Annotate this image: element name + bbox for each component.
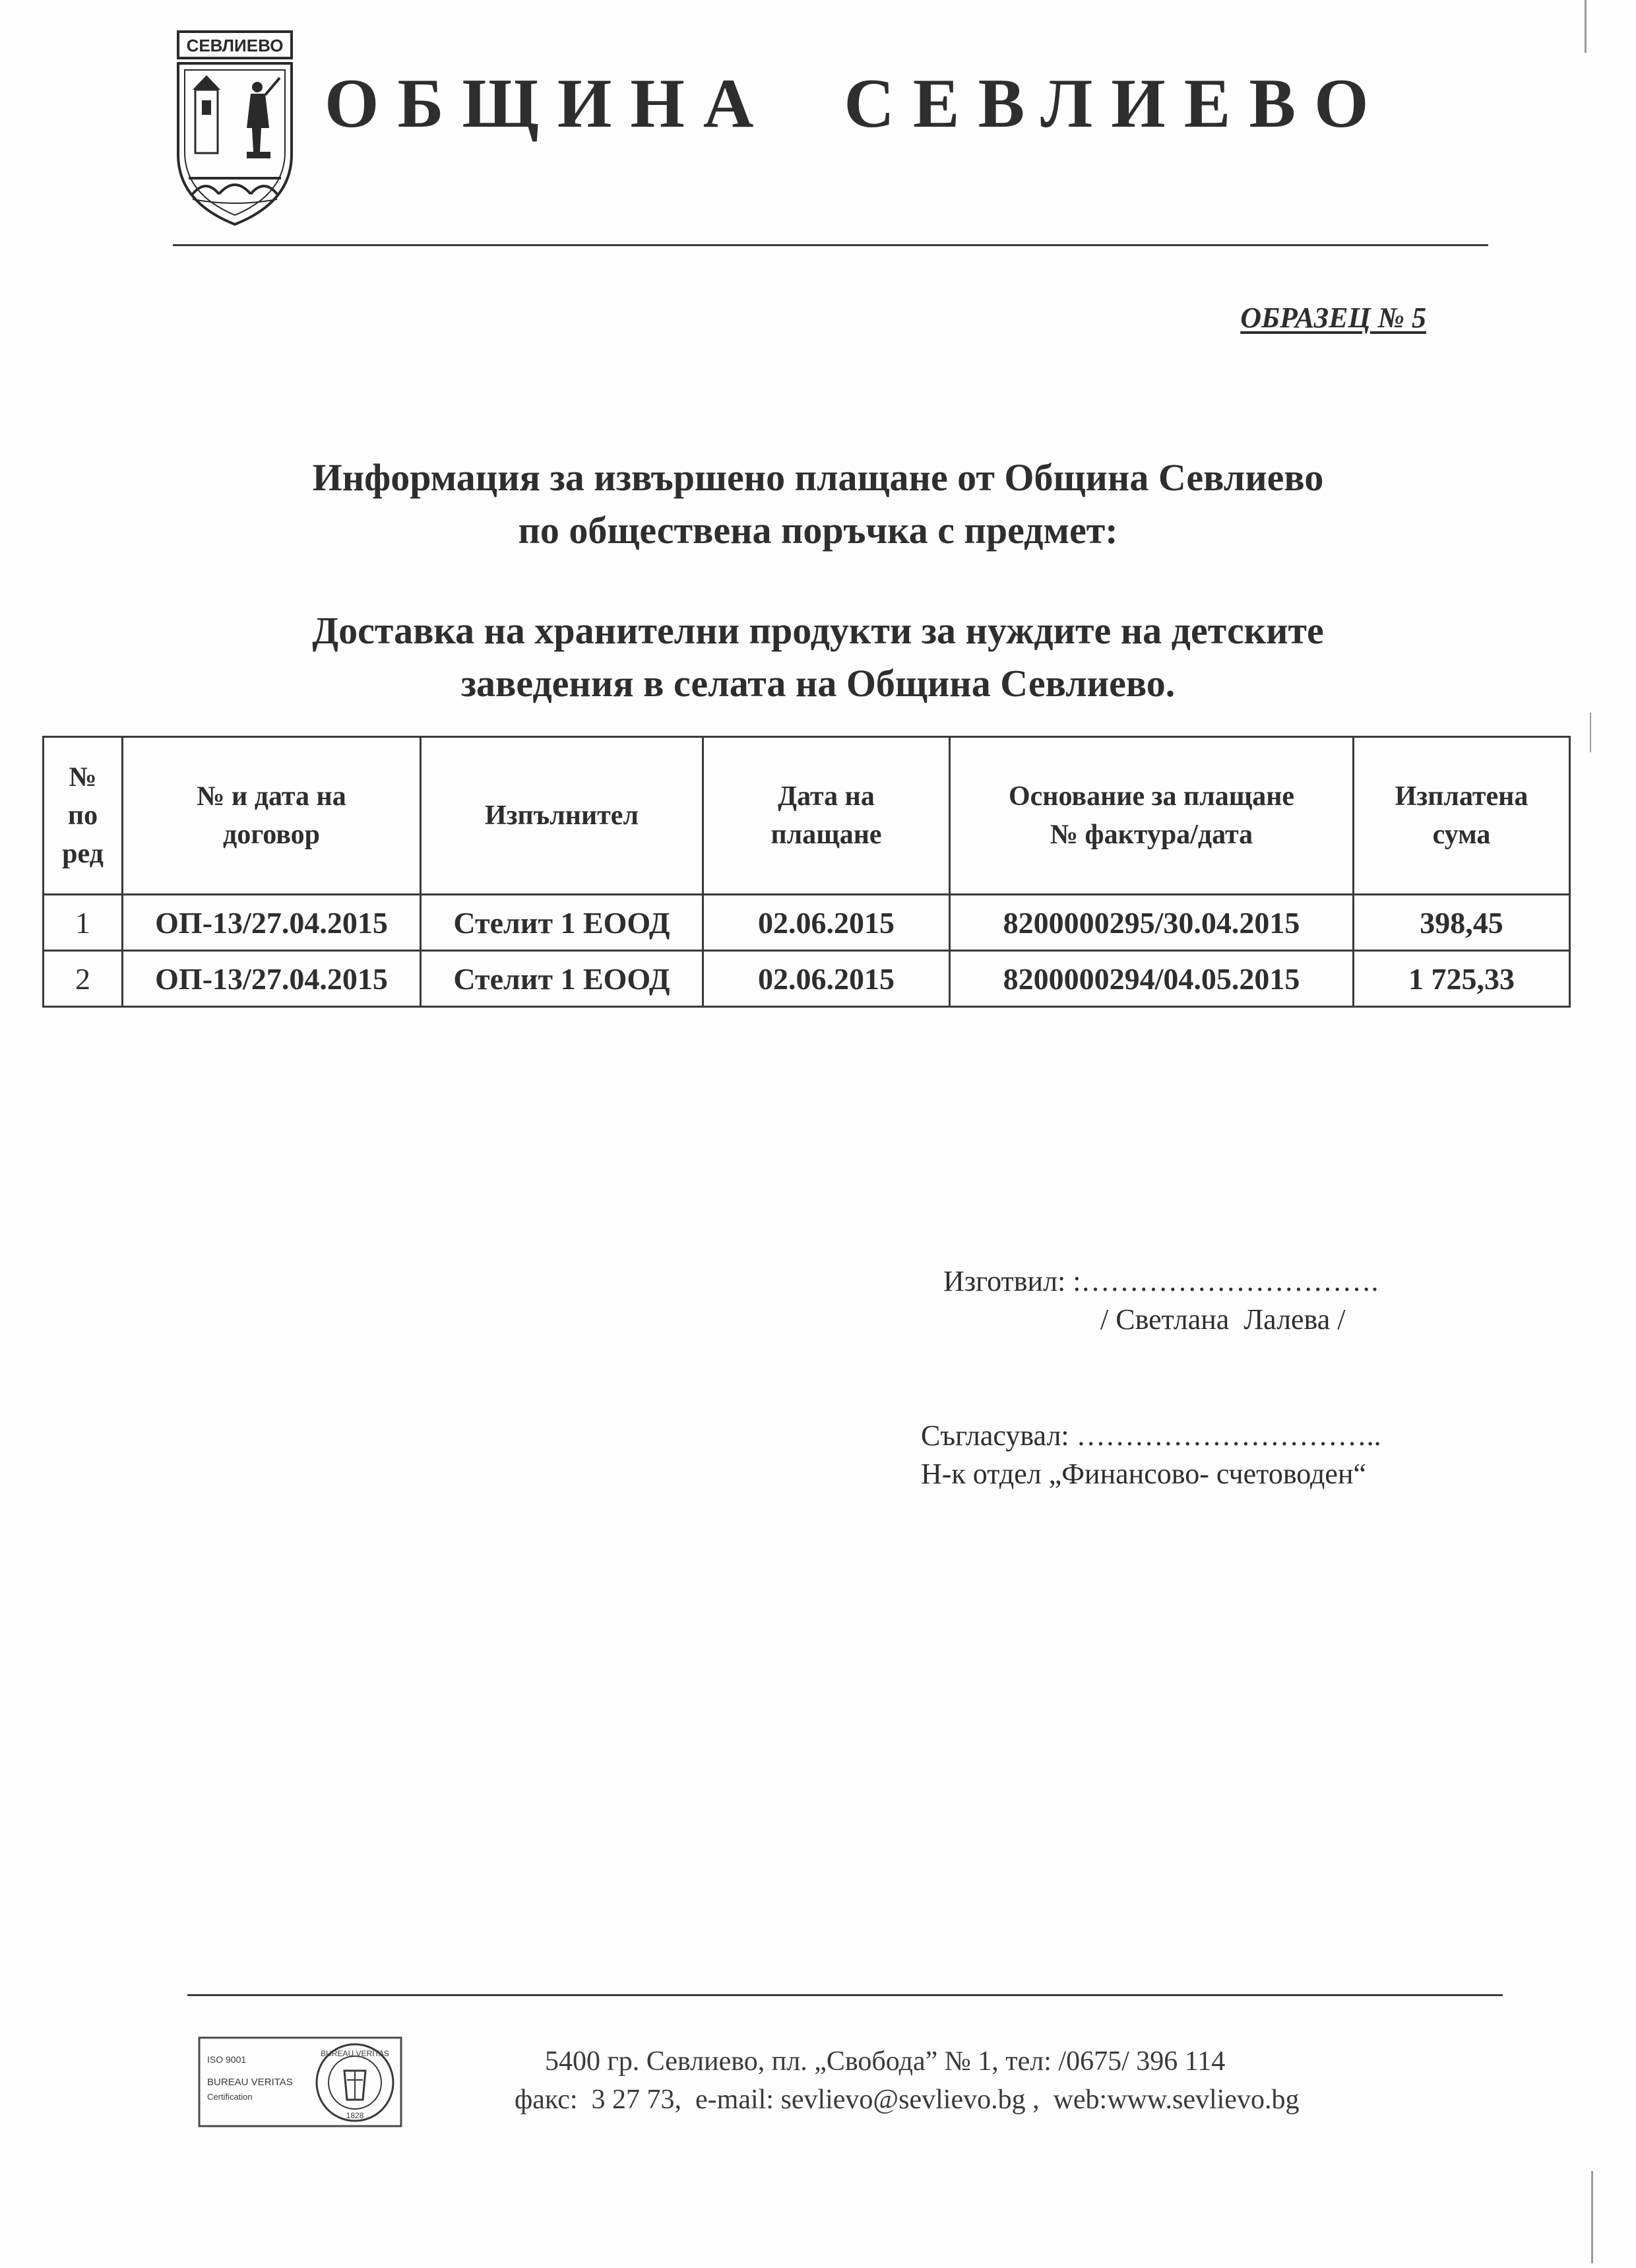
heading-line-1: Информация за извършено плащане от Община Севлиево — [312, 456, 1324, 499]
footer-divider — [187, 1994, 1503, 1996]
header-payment-basis: Основание за плащане № фактура/дата — [950, 737, 1354, 895]
subject-line-2: заведения в селата на Община Севлиево. — [460, 662, 1176, 705]
table-header-row — [44, 737, 1570, 895]
row-payment-basis: 8200000294/04.05.2015 — [950, 951, 1354, 1007]
iso-cert-text: Certification — [207, 2092, 253, 2102]
coat-of-arms-logo — [173, 29, 297, 227]
header-payment-date: Дата на плащане — [703, 737, 950, 895]
footer-contacts: факс: 3 27 73, e-mail: sevlievo@sevlievo.bg , web:www.sevlievo.bg — [515, 2085, 1300, 2115]
scan-edge-mark — [1590, 713, 1591, 752]
row-payment-basis: 8200000295/30.04.2015 — [950, 895, 1354, 951]
row-number: 1 — [44, 895, 123, 951]
prepared-by-label: Изготвил: :…………………………. — [943, 1265, 1379, 1297]
header-number: № по ред — [44, 737, 123, 895]
payments-table — [42, 736, 1571, 1008]
iso-certification-logo — [198, 2036, 402, 2127]
approved-by-position: Н-к отдел „Финансово- счетоводен“ — [921, 1458, 1367, 1490]
heading-line-2: по обществена поръчка с предмет: — [518, 509, 1118, 552]
iso-bv-text: BUREAU VERITAS — [207, 2077, 293, 2088]
row-contract: ОП-13/27.04.2015 — [123, 895, 421, 951]
prepared-by-name: / Светлана Лалева / — [1100, 1303, 1346, 1336]
row-contractor: Стелит 1 ЕООД — [421, 895, 703, 951]
approved-by-label: Съгласувал: ………………………….. — [921, 1419, 1381, 1452]
scan-edge-mark — [1585, 0, 1587, 53]
table-row — [44, 951, 1570, 1007]
row-payment-date: 02.06.2015 — [703, 951, 950, 1007]
bv-ring-text: BUREAU VERITAS — [321, 2049, 389, 2058]
header-contract: № и дата на договор — [123, 737, 421, 895]
bv-year-text: 1828 — [346, 2111, 364, 2120]
row-contractor: Стелит 1 ЕООД — [421, 951, 703, 1007]
municipality-title: ОБЩИНА СЕВЛИЕВО — [325, 65, 1387, 142]
row-payment-date: 02.06.2015 — [703, 895, 950, 951]
coat-label: СЕВЛИЕВО — [186, 36, 284, 55]
row-amount: 1 725,33 — [1354, 951, 1570, 1007]
header-amount-paid: Изплатена сума — [1354, 737, 1570, 895]
scan-edge-mark — [1591, 2171, 1593, 2263]
footer-address: 5400 гр. Севлиево, пл. „Свобода” № 1, тел: /0675/ 396 114 — [545, 2046, 1226, 2077]
row-number: 2 — [44, 951, 123, 1007]
subject-line-1: Доставка на хранителни продукти за нуждите на детските — [312, 609, 1324, 652]
header-divider — [173, 244, 1488, 246]
header-contractor: Изпълнител — [421, 737, 703, 895]
row-amount: 398,45 — [1354, 895, 1570, 951]
row-contract: ОП-13/27.04.2015 — [123, 951, 421, 1007]
table-row — [44, 895, 1570, 951]
iso-standard-text: ISO 9001 — [207, 2054, 247, 2065]
form-number-label: ОБРАЗЕЦ № 5 — [1240, 302, 1426, 334]
